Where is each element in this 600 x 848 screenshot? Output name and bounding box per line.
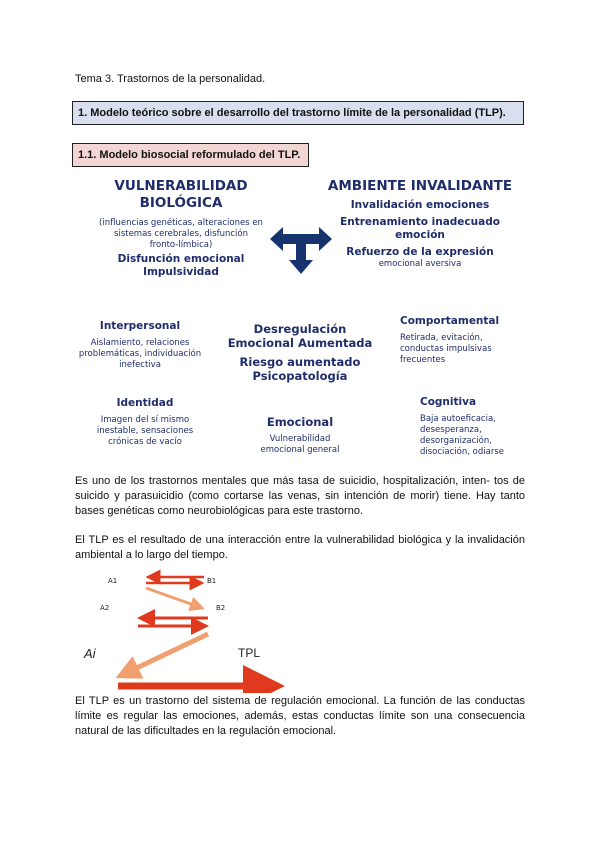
emotional-line-1: Vulnerabilidad bbox=[269, 434, 331, 444]
environment-item-3b: emocional aversiva bbox=[378, 259, 462, 269]
label-tpl: TPL bbox=[238, 646, 261, 660]
behavioral-line-3: frecuentes bbox=[400, 355, 446, 365]
cognitive-block bbox=[420, 396, 530, 458]
identity-line-2: inestable, sensaciones bbox=[96, 426, 194, 436]
label-ai: Ai bbox=[84, 646, 96, 661]
interpersonal-line-3: inefectiva bbox=[119, 360, 161, 370]
center-line-1: Desregulación bbox=[253, 322, 347, 336]
behavioral-block bbox=[400, 315, 530, 366]
identity-block bbox=[80, 397, 210, 448]
vulnerability-title-2: BIOLÓGICA bbox=[139, 195, 223, 211]
vulnerability-detail-3: fronto-límbica) bbox=[149, 240, 213, 250]
emotional-block bbox=[240, 416, 360, 456]
environment-item-1: Invalidación emociones bbox=[350, 199, 490, 211]
vulnerability-block bbox=[70, 178, 292, 279]
environment-title: AMBIENTE INVALIDANTE bbox=[327, 178, 513, 194]
behavioral-title: Comportamental bbox=[400, 315, 500, 327]
label-b2: B2 bbox=[216, 604, 226, 612]
vulnerability-item-1: Disfunción emocional bbox=[117, 253, 245, 265]
vulnerability-item-2: Impulsividad bbox=[143, 266, 219, 278]
section-heading: 1. Modelo teórico sobre el desarrollo del trastorno límite de la personalidad (TLP). bbox=[72, 101, 524, 125]
environment-block bbox=[310, 178, 530, 270]
identity-title: Identidad bbox=[116, 397, 174, 409]
interpersonal-line-2: problemáticas, individuación bbox=[78, 349, 202, 359]
interpersonal-title: Interpersonal bbox=[99, 320, 181, 332]
paragraph-regulation: El TLP es un trastorno del sistema de regulación emocional. La función de las conductas límite es regular las emociones, además, estas conductas límite son una consecuencia natural de las dificultades en la regulación emocional. bbox=[75, 695, 525, 737]
vulnerability-detail-2: sistemas cerebrales, disfunción bbox=[114, 229, 248, 239]
cognitive-line-3: desorganización, bbox=[420, 436, 492, 446]
emotional-title: Emocional bbox=[266, 415, 334, 429]
arrow-diag-2 bbox=[120, 634, 208, 676]
cognitive-title: Cognitiva bbox=[420, 396, 477, 408]
center-line-4: Psicopatología bbox=[252, 369, 348, 383]
cognitive-line-4: disociación, odiarse bbox=[420, 447, 504, 457]
label-a2: A2 bbox=[100, 604, 110, 612]
arrow-diagram bbox=[70, 568, 330, 693]
cognitive-line-1: Baja autoeficacia, bbox=[420, 414, 496, 424]
arrow-diag-1 bbox=[146, 588, 202, 608]
arrow-lines bbox=[70, 568, 330, 693]
interpersonal-block bbox=[70, 320, 210, 371]
behavioral-line-2: conductas impulsivas bbox=[400, 344, 492, 354]
emotional-line-2: emocional general bbox=[260, 445, 340, 455]
paragraph-interaction: El TLP es el resultado de una interacción entre la vulnerabilidad biológica y la invalidación ambiental a lo largo del tiempo. bbox=[75, 534, 525, 561]
environment-item-3a: Refuerzo de la expresión bbox=[346, 246, 494, 258]
interpersonal-line-1: Aislamiento, relaciones bbox=[90, 338, 190, 348]
document-header: Tema 3. Trastornos de la personalidad. bbox=[75, 73, 266, 85]
biosocial-diagram bbox=[70, 172, 530, 462]
identity-line-1: Imagen del sí mismo bbox=[100, 415, 190, 425]
label-b1: B1 bbox=[207, 577, 217, 585]
center-block bbox=[220, 322, 380, 383]
cognitive-line-2: desesperanza, bbox=[420, 425, 482, 435]
subsection-heading: 1.1. Modelo biosocial reformulado del TLP. bbox=[72, 143, 309, 167]
environment-item-2a: Entrenamiento inadecuado bbox=[340, 216, 500, 228]
label-a1: A1 bbox=[108, 577, 118, 585]
center-line-3: Riesgo aumentado bbox=[239, 355, 361, 369]
vulnerability-detail-1: (influencias genéticas, alteraciones en bbox=[99, 218, 263, 228]
behavioral-line-1: Retirada, evitación, bbox=[400, 333, 483, 343]
identity-line-3: crónicas de vacío bbox=[108, 437, 182, 447]
vulnerability-title-1: VULNERABILIDAD bbox=[114, 178, 248, 194]
paragraph-suicide-rates: Es uno de los trastornos mentales que más tasa de suicidio, hospitalización, inten- tos de suicido y parasuicidio (como cortarse las venas, sin intención de morir) tiene. Hay tanto bases genéticas como neurobiológicas para este trastorno. bbox=[75, 475, 525, 517]
center-line-2: Emocional Aumentada bbox=[227, 336, 373, 350]
environment-item-2b: emoción bbox=[395, 229, 445, 241]
